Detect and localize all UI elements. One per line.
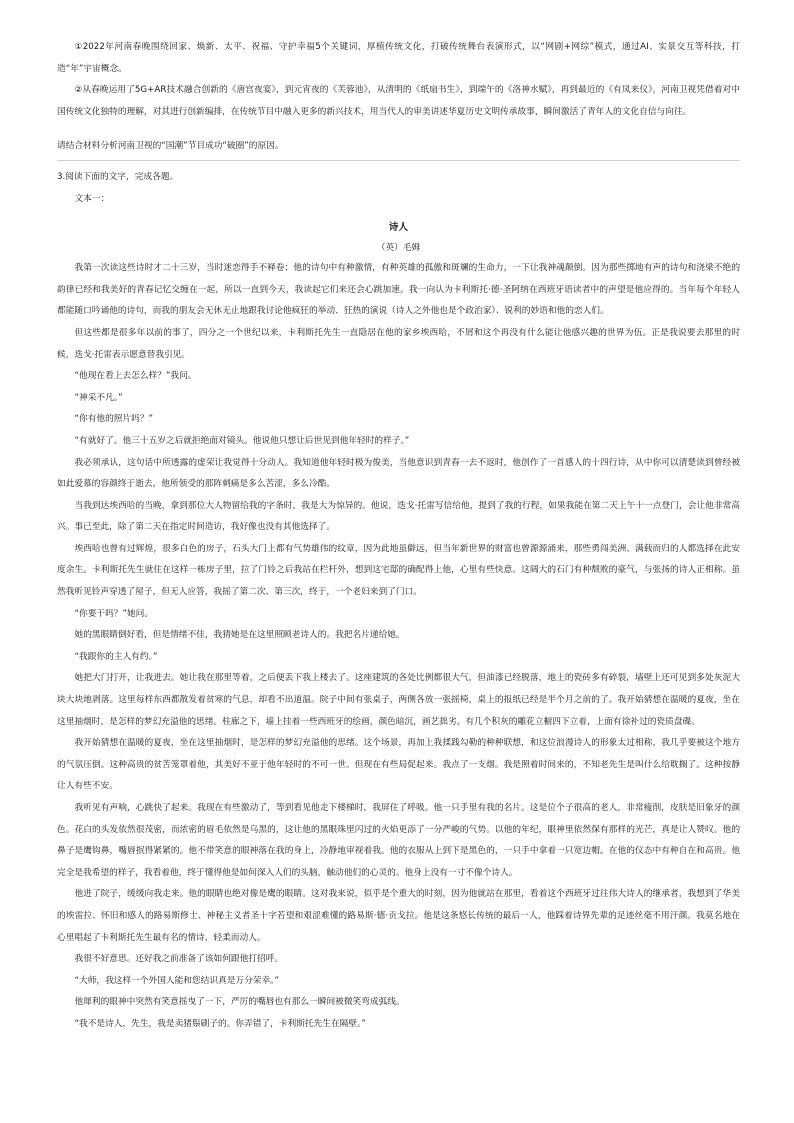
text-label: 文本一：: [74, 193, 110, 204]
story-paragraph: 我必须承认，这句话中所透露的虚荣让我觉得十分动人。我知道他年轻时极为俊美，当他意识到青春一去不返时，他创作了一首感人的十四行诗，从中你可以清楚读到曾经被如此爱慕的容颜终于逝去，他所领受的那阵刺痛是多么苦涩，多么冷酷。: [57, 457, 740, 490]
material-point-2: ②从春晚运用了5G+AR技术融合创新的《唐宫夜宴》，到元宵夜的《芙蓉池》，从清明的《纸扇书生》，到端午的《洛神水赋》，再到最近的《有凤来仪》，河南卫视凭借着对中国传统文化独特的理解，对其进行创新编排，在传统节目中融入更多的新兴技术，用当代人的审美讲述华夏历史文明传承故事，瞬间激活了青年人的文化自信与向往。: [57, 85, 740, 117]
document-page: [57, 37, 740, 1036]
section-heading: 3.阅读下面的文字，完成各题。: [57, 171, 179, 182]
story-paragraph: 他进了院子，缓缓向我走来。他的眼睛也绝对像是鹰的眼睛。这对我来说，似乎是个重大的时刻，因为他就站在那里，看着这个西班牙过往伟大诗人的继承者，我想到了华美的埃雷拉、怀旧和感人的路易斯修士、神秘主义者圣十字若望和艰涩难懂的路易斯·德·贡戈拉。他是这条悠长传统的最后一人，他踩着诗界先辈的足迹丝毫不用汗颜。我莫名地在心里唱起了卡利斯托先生最有名的情诗，轻柔而动人。: [57, 889, 740, 943]
story-paragraph: “你有他的照片吗？”: [74, 414, 154, 425]
story-paragraph: 她把大门打开，让我进去。她让我在那里等着，之后便丢下我上楼去了。这座建筑的各处比例都很大气，但油漆已经脱落，地上的瓷砖多有碎裂，墙壁上还可见到多处灰泥大块大块地剥落。这里每样东西都散发着贫寒的气息，却看不出道温。院子中间有张桌子，两侧各放一张摇椅，桌上的报纸已经是半个月之前的了。我开始猜想在温暖的夏夜，坐在这里抽烟时，是怎样的梦幻充溢他的思绪。柱廊之下，墙上挂着一些西班牙的绘画，颜色暗沉，画艺拙劣。有几个积灰的雕花立橱四下立着，上面有徐补过的瓷质盘碟。: [57, 673, 740, 727]
story-paragraph: 埃西哈也曾有过辉煌，很多白色的房子，石头大门上都有气势雄伟的纹章，因为此地虽僻远，但当年新世界的财富也曾源源涌来，那些勇闯美洲、满载而归的人都选择在此安度余生。卡利斯托先生就住在这样一栋房子里，拉了门铃之后我站在栏杆外，想到这宅邸的确配得上他，心里有些快意。这阔大的石门有种颓败的豪气，与张扬的诗人正相称。虽然我听见铃声穿透了屋子，但无人应答，我摇了第二次、第三次，终于，一个老妇来到了门口。: [57, 543, 740, 598]
story-paragraph: “我不是诗人，先生，我是卖猪鬃刷子的。你弄错了，卡利斯托先生在隔壁。”: [74, 1018, 366, 1029]
story-title: 诗人: [388, 222, 409, 234]
spacer: [57, 123, 740, 136]
material-point-1: ①2022年河南春晚围绕回家、焕新、太平、祝福、守护幸福5个关键词，厚植传统文化，打破传统舞台表演形式，以“网剧+网综”模式，通过AI、实景交互等科技，打造“年”宇宙概念。: [57, 42, 740, 74]
story-author: （英）毛姆: [376, 243, 421, 254]
story-paragraph: 我听见有声响，心跳快了起来。我现在有些激动了，等到看见他走下楼梯时，我屏住了呼吸。他一只手里有我的名片。这是位个子很高的老人，非常瘦削，皮肤是旧象牙的颜色。花白的头发依然很茂密，而浓密的眉毛依然是乌黑的，这让他的黑眼珠里闪过的火焰更添了一分严峻的气势。以他的年纪，眼神里依然保有那样的光芒，真是让人赞叹。他的鼻子是鹰钩鼻，嘴唇抿得紧紧的。他不带笑意的眼神落在我的身上，冷静地审视着我。他的衣服从上到下是黑色的，一只手中拿着一只宽边帽。在他的仪态中有种自在和高贵。他完全是我希望的样子，我看着他，终于懂得他是如何深入人们的头脑，触动他们的心灵的。他身上没有一寸不像个诗人。: [57, 803, 740, 878]
story-paragraph: 我很不好意思。还好我之前准备了该如何跟他打招呼。: [74, 954, 283, 965]
story-paragraph: “我跟你的主人有约。”: [74, 651, 158, 662]
story-paragraph: 她的黑眼睛倒好看，但是情绪不佳，我猜她是在这里照顾老诗人的。我把名片递给她。: [74, 630, 405, 641]
story-paragraph: 我开始猜想在温暖的夏夜，坐在这里抽烟时，是怎样的梦幻充溢他的思绪。这个场景，再加上我揉践勾勒的种种联想，和这位浪漫诗人的形象太过相称，我几乎要被这个地方的气氛压倒。这种高贵的贫苦笼罩着他，其美好不亚于他年轻时的不可一世。但现在有些局促起来。我点了一支烟。我是照着时间来的，不知老先生是叫什么给耽搁了。这种按静让人有些不安。: [57, 738, 740, 792]
story-paragraph: “他现在看上去怎么样？”我问。: [74, 371, 197, 382]
story-paragraph: “神采不凡。”: [74, 392, 123, 403]
story-paragraph: 我第一次读这些诗时才二十三岁，当时迷恋得手不释卷；他的诗句中有种激情，有种英雄的孤傲和斑斓的生命力，一下让我神魂颠倒。因为那些掷地有声的诗句和浇梁不绝的韵律已经和我美好的青春记忆交缠在一起，所以一直到今天，我读起它们来还会心跳加速。我一向认为卡利斯托·德·圣阿纳在西班牙语读者中的声望是他应得的。当年每个年轻人都能随口吟诵他的诗句，而我的朋友会无休无止地跟我讨论他疯狂的举动、狂热的演说（诗人之外他也是个政治家）、锐利的妙语和他的恋人们。: [57, 263, 740, 317]
story-paragraph: 当我到达埃西哈的当晚，拿到那位大人物留给我的字条时，我是大为惊异的。他说，迭戈·托雷写信给他，提到了我的行程，如果我能在第二天上午十一点登门，会让他非常高兴。事已至此，除了第二天在指定时间造访，我好像也没有其他选择了。: [57, 500, 740, 533]
spacer: [57, 210, 740, 218]
story-paragraph: 他犀利的眼神中突然有笑意摇曳了一下，严厉的嘴唇也有那么一瞬间被微笑弯成弧线。: [74, 997, 405, 1008]
section-divider: [57, 160, 740, 161]
story-paragraph: “大师，我这样一个外国人能和您结识真是万分荣幸。”: [74, 975, 279, 986]
question-prompt: 请结合材料分析河南卫视的“国潮”节目成功“破圈”的原因。: [57, 141, 284, 152]
story-paragraph: “你要干吗？”她问。: [74, 608, 154, 619]
story-paragraph: “有就好了。他三十五岁之后就拒绝面对镜头。他说他只想让后世见到他年轻时的样子。”: [74, 435, 410, 446]
story-paragraph: 但这些都是很多年以前的事了，四分之一个世纪以来，卡利斯托先生一直隐居在他的家乡埃西哈，不屑和这个再没有什么能让他感兴趣的世界为伍。正是我说要去那里的时候，迭戈·托雷表示愿意替我引见。: [57, 327, 740, 360]
